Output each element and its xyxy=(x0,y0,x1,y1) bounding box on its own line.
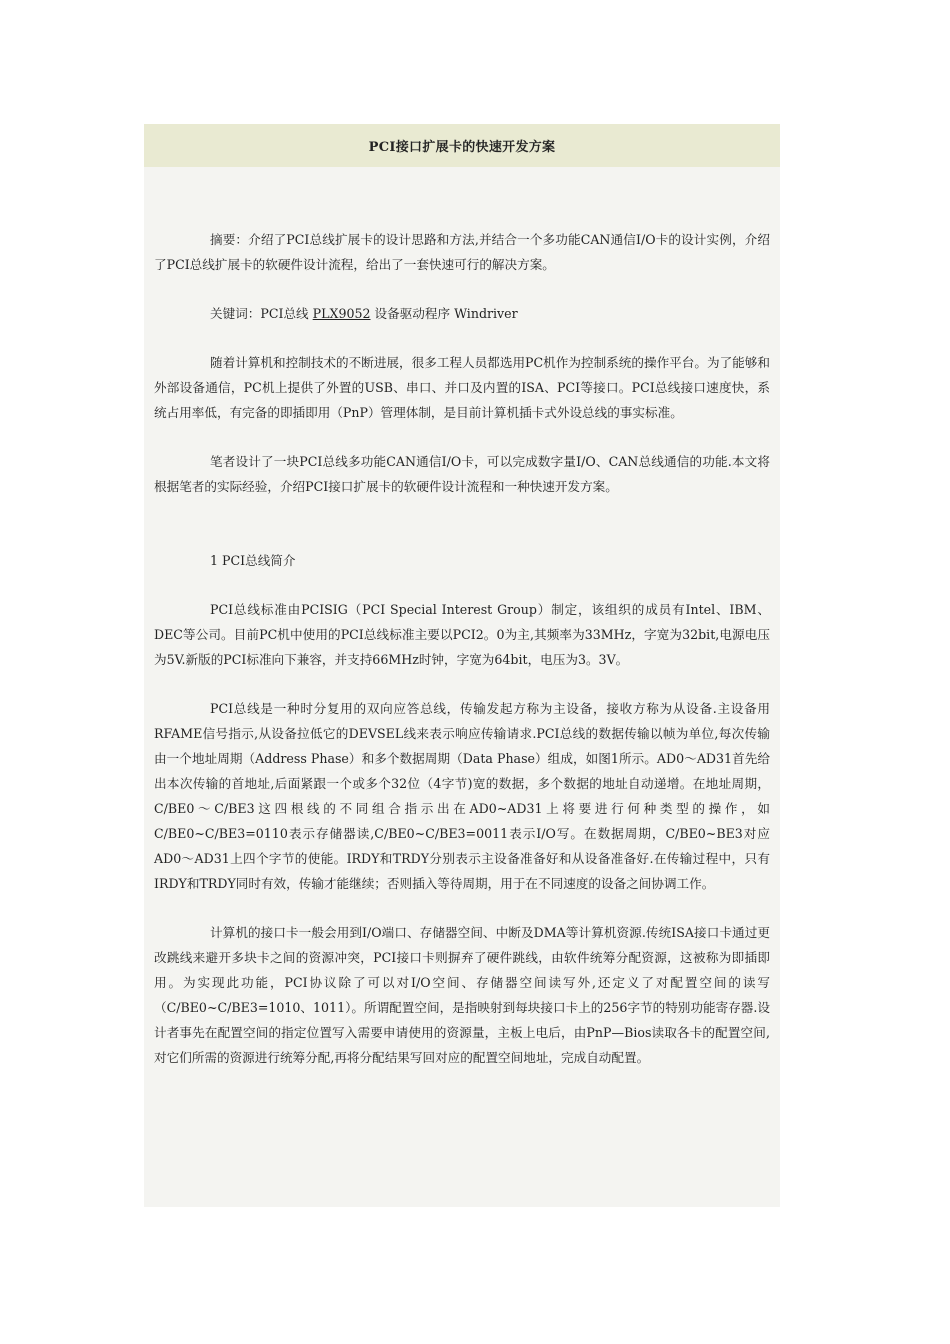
article-body xyxy=(144,167,780,1070)
section-paragraph: 计算机的接口卡一般会用到I/O端口、存储器空间、中断及DMA等计算机资源.传统ISA接口卡通过更改跳线来避开多块卡之间的资源冲突，PCI接口卡则摒弃了硬件跳线，由软件统筹分配资源，这被称为即插即用。为实现此功能，PCI协议除了可以对I/O空间、存储器空间读写外,还定义了对配置空间的读写（C/BE0~C/BE3=1010、1011）。所谓配置空间，是指映射到每块接口卡上的256字节的特别功能寄存器.设计者事先在配置空间的指定位置写入需要申请使用的资源量，主板上电后，由PnP—Bios读取各卡的配置空间,对它们所需的资源进行统筹分配,再将分配结果写回对应的配置空间地址，完成自动配置。 xyxy=(154,925,770,1065)
body-paragraph: 随着计算机和控制技术的不断进展，很多工程人员都选用PC机作为控制系统的操作平台。为了能够和外部设备通信，PC机上提供了外置的USB、串口、并口及内置的ISA、PCI等接口。PCI总线接口速度快，系统占用率低，有完备的即插即用（PnP）管理体制，是目前计算机插卡式外设总线的事实标准。 xyxy=(154,355,770,420)
section-heading: 1 PCI总线简介 xyxy=(210,553,296,568)
title-bar xyxy=(144,124,780,167)
abstract-paragraph: 摘要：介绍了PCI总线扩展卡的设计思路和方法,并结合一个多功能CAN通信I/O卡的设计实例，介绍了PCI总线扩展卡的软硬件设计流程，给出了一套快速可行的解决方案。 xyxy=(154,232,770,272)
section-paragraph: PCI总线是一种时分复用的双向应答总线，传输发起方称为主设备，接收方称为从设备.主设备用RFAME信号指示,从设备拉低它的DEVSEL线来表示响应传输请求.PCI总线的数据传输以帧为单位,每次传输由一个地址周期（Address Phase）和多个数据周期（Data Phase）组成，如图1所示。AD0～AD31首先给出本次传输的首地址,后面紧跟一个或多个32位（4字节)宽的数据，多个数据的地址自动递增。在地址周期，C/BE0～C/BE3这四根线的不同组合指示出在AD0~AD31上将要进行何种类型的操作，如C/BE0~C/BE3=0110表示存储器读,C/BE0~C/BE3=0011表示I/O写。在数据周期，C/BE0~BE3对应AD0～AD31上四个字节的使能。IRDY和TRDY分别表示主设备准备好和从设备准备好.在传输过程中，只有IRDY和TRDY同时有效，传输才能继续；否则插入等待周期，用于在不同速度的设备之间协调工作。 xyxy=(154,701,770,891)
plx9052-link[interactable]: PLX9052 xyxy=(312,306,371,321)
section-paragraph: PCI总线标准由PCISIG（PCI Special Interest Group）制定，该组织的成员有Intel、IBM、DEC等公司。目前PC机中使用的PCI总线标准主要以PCI2。0为主,其频率为33MHz，字宽为32bit,电源电压为5V.新版的PCI标准向下兼容，并支持66MHz时钟，字宽为64bit，电压为3。3V。 xyxy=(154,602,770,667)
keywords-prefix: 关键词：PCI总线 xyxy=(210,306,313,321)
body-paragraph: 笔者设计了一块PCI总线多功能CAN通信I/O卡，可以完成数字量I/O、CAN总线通信的功能.本文将根据笔者的实际经验，介绍PCI接口扩展卡的软硬件设计流程和一种快速开发方案。 xyxy=(154,454,770,494)
article-panel xyxy=(144,124,780,1207)
article-title: PCI接口扩展卡的快速开发方案 xyxy=(368,140,556,155)
keywords-suffix: 设备驱动程序 Windriver xyxy=(370,306,518,321)
keywords-paragraph xyxy=(154,301,770,326)
